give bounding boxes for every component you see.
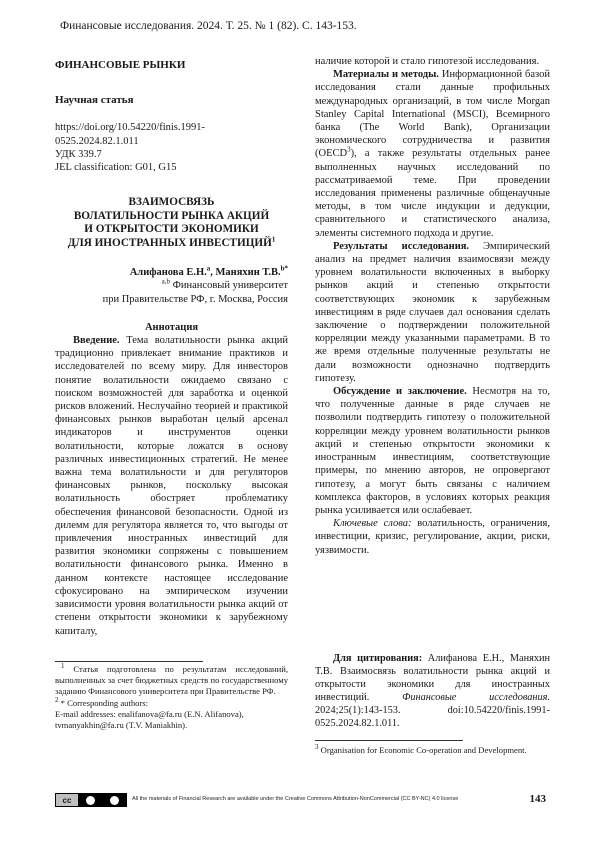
- footnote-divider: [55, 661, 203, 662]
- left-column: [55, 55, 288, 638]
- footnote-text: Статья подготовлена по результатам исследований, выполненных за счет бюджетных средств по государственному заданию Финансового университета при Правительстве РФ.: [55, 664, 288, 697]
- footnotes-right: $^3$ Organisation for Economic Co-operation and Development.: [315, 743, 527, 755]
- cc-by-nc-license-icon[interactable]: cc: [55, 793, 127, 807]
- footnotes-left: $^1$ Статья подготовлена по результатам исследований, выполненных за счет бюджетных средств по государственному заданию Финансового университета при Правительстве РФ. $^2$ * Corresponding authors: E-mail addresses: enalifanova@fa.ru (E.N. Alifanova), tvmanyakhin@fa.ru (T.V. Maniakhin).: [55, 662, 288, 731]
- footnote-divider: [315, 740, 463, 741]
- author-name: Алифанова Е.Н.: [129, 267, 207, 279]
- abstract-intro-continued: наличие которой и стало гипотезой исследования.: [315, 56, 540, 67]
- title-footnote-ref[interactable]: 1: [271, 234, 276, 243]
- section-rubric: ФИНАНСОВЫЕ РЫНКИ: [55, 59, 186, 71]
- keywords: Ключевые слова: волатильность, ограничения, инвестиции, кризис, регулирование, акции, риски, уязвимости.: [315, 518, 551, 556]
- page-number: 143: [529, 793, 546, 805]
- title-line: ДЛЯ ИНОСТРАННЫХ ИНВЕСТИЦИЙ$^1$: [67, 234, 276, 249]
- running-header: Финансовые исследования. 2024. Т. 25. № 1 (82). С. 143-153.: [60, 20, 357, 32]
- author-email[interactable]: tvmanyakhin@fa.ru (T.V. Maniakhin).: [55, 720, 188, 731]
- author-name: Маняхин Т.В.: [215, 267, 281, 279]
- abstract-methods: Материалы и методы. Информационной базой исследования стали данные профильных международных организаций, в том числе Morgan Stanley Capital International (MSCI), Всемирного банка (The World Bank), Организации экономического сотрудничества и развития (OECD$^3$), а также результаты отдельных ранее выполненных научных исследований по рассматриваемой теме. При проведении исследования применены различные общенаучные методы, в том числе индукции и дедукции, сравнительного и статистического анализа, элементы системного подхода и другие.: [315, 69, 550, 239]
- abstract-discussion: Обсуждение и заключение. Несмотря на то, что полученные данные в ряде случаев не позволили подтвердить гипотезу о положительной корреляции между уровнем волатильности рынков акций и степенью открытости экономики к иностранным инвестициям, соответствующие примеры, по мнению авторов, не опровергают гипотезу, а могут быть связаны с наличием комплекса факторов, в условиях которых реакция рынка усиливается или ослабевает.: [315, 386, 551, 516]
- jel-classification: JEL classification: G01, G15: [55, 162, 177, 174]
- article-type: Научная статья: [55, 94, 134, 107]
- footnote-text: * Corresponding authors:: [60, 697, 149, 708]
- title-line: ВЗАИМОСВЯЗЬ: [128, 196, 215, 209]
- abstract-results: Результаты исследования. Эмпирический анализ на предмет наличия взаимосвязи между уровнем волатильности включенных в выборку рынков акций и степенью открытости соответствующих экономик к зарубежным инвестициям в ряде случаев дал основания сделать заключение о подтверждении положительной корреляции между указанными параметрами. В то же время отдельные полученные результаты не дали возможности однозначно подтвердить гипотезу.: [315, 240, 551, 384]
- article-title: [55, 196, 288, 250]
- authors: Алифанова Е.Н.$^a$, Маняхин Т.В.$^{b*}$: [129, 264, 288, 279]
- right-column: [315, 55, 550, 557]
- footnote-text: Organisation for Economic Co-operation and Development.: [320, 745, 527, 755]
- doi-link-line2[interactable]: 0525.2024.82.1.011: [55, 135, 139, 147]
- abstract-intro: Введение. Тема волатильности рынка акций традиционно привлекает внимание практиков и исследователей по всему миру. Для инвесторов понятие волатильности ожидаемо связано с поиском возможностей для заработка и оценкой рисков вложений. Неслучайно теорией и практикой финансовых рынков выработан целый арсенал индикаторов и инструментов оценки волатильности, которые ложатся в основу различных инвестиционных стратегий. Не менее важна тема волатильности и для регуляторов финансовых рынков, поскольку высокая волатильность обостряет проблематику обеспечения финансовой безопасности. Одной из дилемм для регулятора является то, что выгоды от привлечения иностранных инвестиций для развития экономики сопряжены с повышением волатильности финансового рынка. Именно в данном контексте настоящее исследование сфокусировано на эмпирическом изучении зависимости уровня волатильности рынка акций от степени открытости экономики к зарубежному капиталу,: [55, 335, 289, 637]
- license-text: All the materials of Financial Research are available under the Creative Commons Attribution-NonCommercial (CC BY-NC) 4.0 license: [132, 796, 459, 802]
- nc-icon: [110, 796, 119, 805]
- by-icon: [86, 796, 95, 805]
- affiliation: $^{a,b}$ Финансовый университет при Правительстве РФ, г. Москва, Россия: [102, 277, 288, 305]
- doi-link-line1[interactable]: https://doi.org/10.54220/finis.1991-: [55, 122, 206, 134]
- citation-block: Для цитирования: Алифанова Е.Н., Маняхин Т.В. Взаимосвязь волатильности рынка акций и открытости экономики для иностранных инвестиций. Финансовые исследования. 2024;25(1):143-153. doi:10.54220/finis.1991-0525.2024.82.1.011.: [315, 653, 551, 729]
- udc-code: УДК 339.7: [55, 148, 102, 160]
- article-metadata: [55, 121, 288, 174]
- footnote-ref[interactable]: 3: [347, 145, 351, 154]
- abstract-heading: Аннотация: [144, 321, 199, 333]
- title-line: И ОТКРЫТОСТИ ЭКОНОМИКИ: [84, 223, 259, 236]
- page-footer: [55, 793, 550, 807]
- title-line: ВОЛАТИЛЬНОСТИ РЫНКА АКЦИЙ: [73, 209, 270, 222]
- author-email[interactable]: E-mail addresses: enalifanova@fa.ru (E.N. Alifanova),: [55, 708, 244, 719]
